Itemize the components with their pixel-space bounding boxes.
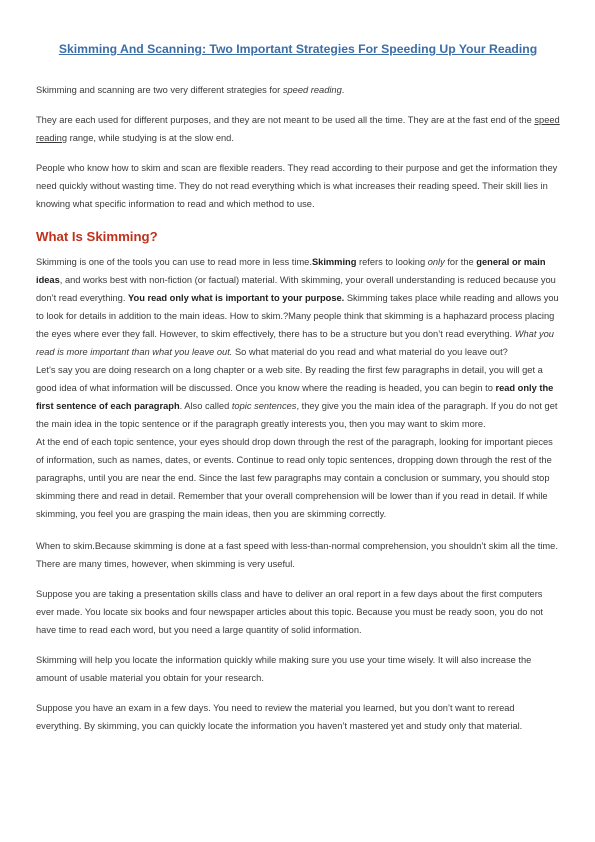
section-heading: What Is Skimming?	[36, 229, 158, 244]
skimming-paragraph-7: Suppose you have an exam in a few days. You need to review the material you learned, but you don’t want to reread everything. By skimming, you can quickly locate the information you haven’t mastered yet and study only that material.	[36, 703, 523, 731]
skimming-paragraph-6: Skimming will help you locate the information quickly while making sure you use your time wisely. It will also increase the amount of usable material you obtain for your research.	[36, 655, 532, 683]
article-title-link[interactable]: Skimming And Scanning: Two Important Strategies For Speeding Up Your Reading	[58, 42, 538, 56]
intro-p2-b: range, while studying is at the slow end.	[67, 133, 234, 143]
intro-paragraph-3: People who know how to skim and scan are flexible readers. They read according to their purpose and get the information they need quickly without wasting time. They do not read everything which is what increases their reading speed. Their skill lies in knowing what specific information to read and which method to use.	[36, 163, 558, 209]
p1-s4-italic: only	[427, 257, 445, 267]
p1-s3: refers to looking	[356, 257, 428, 267]
p1-s11: So what material do you read and what material do you leave out?	[232, 347, 508, 357]
p2-s2-bold: read only the first sentence of each paragraph	[36, 383, 554, 411]
p2-s5: , they give you the main idea of the paragraph. If you do not get the main idea in the topic sentence or if the paragraph greatly interests you, then you may want to skim more.	[36, 401, 558, 429]
p1-s10-italic: What you read is more important than what you leave out.	[36, 329, 554, 357]
intro-p2-a: They are each used for different purposes, and they are not meant to be used all the time. They are at the fast end of the	[36, 115, 535, 125]
p2-s1: Let’s say you are doing research on a long chapter or a web site. By reading the first few paragraphs in detail, you will get a good idea of what information will be discussed. Once you know where the reading is headed, you can begin to	[36, 365, 543, 393]
document-page	[36, 40, 560, 747]
p1-s1: Skimming is one of the tools you can use to read more in less time.	[36, 257, 312, 267]
p1-s5: for the	[444, 257, 477, 267]
intro-p1-text: Skimming and scanning are two very different strategies for	[36, 85, 283, 95]
p1-s7: , and works best with non-fiction (or factual) material. With skimming, your overall understanding is reduced because you don’t read everything.	[36, 275, 556, 303]
intro-paragraph-2	[36, 111, 560, 147]
skimming-paragraph-5: Suppose you are taking a presentation skills class and have to deliver an oral report in a few days about the first computers ever made. You locate six books and four newspaper articles about this topic. Because you must be ready soon, you do not have time to read each word, but you need a large quantity of solid information.	[36, 589, 543, 635]
p2-s4-italic: topic sentences	[231, 401, 297, 411]
intro-p1-end: .	[341, 85, 345, 95]
skimming-paragraph-3: At the end of each topic sentence, your eyes should drop down through the rest of the paragraph, looking for important pieces of information, such as names, dates, or events. Continue to read only topic sentences, dropping down through the rest of the paragraphs, until you are near the end. Since the last few paragraphs may contain a conclusion or summary, you should stop skimming there and read in detail. Remember that your overall comprehension will be lower than if you read in detail. If while skimming, you feel you are grasping the main ideas, then you are skimming correctly.	[36, 437, 553, 519]
p1-s2-bold: Skimming	[311, 257, 357, 267]
intro-paragraph-1	[36, 81, 560, 99]
intro-p1-italic: speed reading	[282, 85, 342, 95]
skimming-paragraph-2	[36, 361, 560, 433]
skimming-paragraph-4: When to skim.Because skimming is done at a fast speed with less-than-normal comprehension, you shouldn’t skim all the time. There are many times, however, when skimming is very useful.	[36, 541, 558, 569]
skimming-paragraph-1	[36, 253, 560, 361]
p2-s3: . Also called	[179, 401, 232, 411]
p1-s8-bold: You read only what is important to your purpose.	[128, 293, 345, 303]
p1-s9: Skimming takes place while reading and allows you to look for details in addition to the main ideas. How to skim.?Many people think that skimming is a haphazard process placing the eyes where ever they fall. However, to skim effectively, there has to be a structure but you don’t read everything.	[36, 293, 559, 339]
p1-s6-bold: general or main ideas	[36, 257, 546, 285]
speed-reading-link[interactable]: speed reading	[36, 115, 560, 143]
